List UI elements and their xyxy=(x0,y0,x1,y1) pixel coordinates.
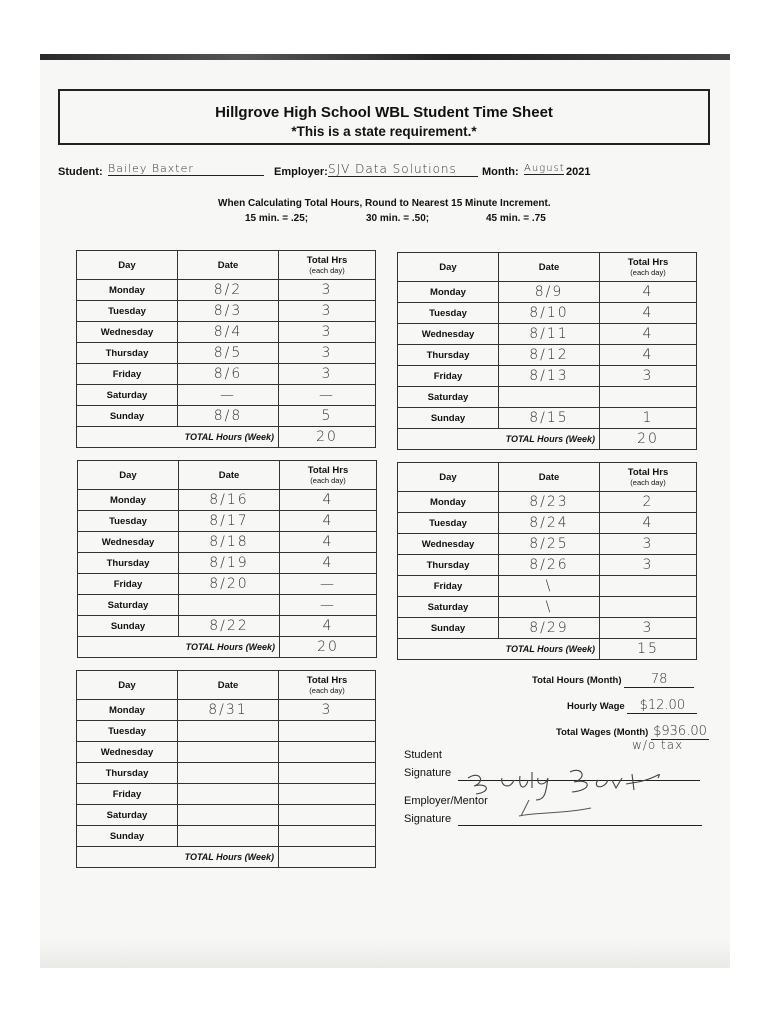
hourly-wage-value: $12.00 xyxy=(627,698,697,714)
timesheet-table xyxy=(76,250,376,448)
header-each-day-label: (each day) xyxy=(630,478,666,487)
week-total-row xyxy=(77,427,376,448)
employer-signature-scribble xyxy=(515,794,595,820)
day-cell: Saturday xyxy=(77,805,178,826)
date-cell xyxy=(178,301,279,322)
week-total-row xyxy=(77,847,376,868)
table-row xyxy=(78,616,377,637)
date-cell-value: \ xyxy=(545,599,553,615)
date-cell-value: 8/20 xyxy=(209,576,249,592)
total-wages-value: $936.00 xyxy=(651,724,709,740)
date-cell xyxy=(178,805,279,826)
hours-cell-value: 3 xyxy=(642,368,654,384)
date-cell xyxy=(178,721,279,742)
header-total-label: Total Hrs xyxy=(306,675,348,686)
instruction-half: 30 min. = .50; xyxy=(366,213,430,224)
table-row xyxy=(78,490,377,511)
date-cell xyxy=(499,597,600,618)
date-cell xyxy=(179,616,280,637)
hours-cell-value: 3 xyxy=(321,303,333,319)
date-cell-value: 8/12 xyxy=(529,347,569,363)
header-day: Day xyxy=(77,251,178,280)
hours-cell xyxy=(280,490,377,511)
timesheet-table xyxy=(76,670,376,868)
employer-name-field: SJV Data Solutions xyxy=(328,162,478,177)
day-cell: Tuesday xyxy=(77,301,178,322)
employer-signature-label-1: Employer/Mentor xyxy=(404,795,488,807)
week-table-4 xyxy=(397,462,697,660)
week-total-row xyxy=(398,429,697,450)
hours-cell-value: 3 xyxy=(321,366,333,382)
day-cell: Wednesday xyxy=(77,322,178,343)
hours-cell xyxy=(600,366,697,387)
wages-note: w/o tax xyxy=(632,738,684,752)
date-cell xyxy=(178,280,279,301)
week-total-cell xyxy=(279,847,376,868)
timesheet-table xyxy=(397,252,697,450)
hours-cell xyxy=(279,364,376,385)
table-header-row xyxy=(77,671,376,700)
hours-cell-value: 4 xyxy=(322,555,334,571)
date-cell xyxy=(499,555,600,576)
month-label: Month: xyxy=(482,166,519,178)
day-cell: Tuesday xyxy=(78,511,179,532)
day-cell: Sunday xyxy=(77,406,178,427)
table-row xyxy=(398,387,697,408)
day-cell: Monday xyxy=(77,280,178,301)
table-row xyxy=(398,492,697,513)
day-cell: Tuesday xyxy=(398,513,499,534)
header-total-label: Total Hrs xyxy=(627,467,669,478)
date-cell xyxy=(178,700,279,721)
date-cell-value: 8/3 xyxy=(213,303,243,319)
header-date: Date xyxy=(179,461,280,490)
hours-cell xyxy=(279,322,376,343)
hours-cell-value: 3 xyxy=(642,536,654,552)
table-row xyxy=(78,553,377,574)
day-cell: Sunday xyxy=(398,408,499,429)
date-cell xyxy=(178,343,279,364)
hours-cell xyxy=(279,784,376,805)
day-cell: Saturday xyxy=(77,385,178,406)
date-cell-value: 8/2 xyxy=(213,282,243,298)
timesheet-table xyxy=(77,460,377,658)
date-cell xyxy=(499,618,600,639)
hours-cell-value: 3 xyxy=(321,282,333,298)
header-total-hrs xyxy=(600,463,697,492)
week-total-row xyxy=(398,639,697,660)
hours-cell xyxy=(600,492,697,513)
student-signature-label-2: Signature xyxy=(404,767,452,779)
table-row xyxy=(77,784,376,805)
date-cell-value: 8/4 xyxy=(213,324,243,340)
day-cell: Friday xyxy=(77,364,178,385)
title-box xyxy=(58,89,710,145)
hours-cell xyxy=(280,532,377,553)
hours-cell xyxy=(279,721,376,742)
date-cell xyxy=(499,366,600,387)
table-row xyxy=(398,345,697,366)
header-total-label: Total Hrs xyxy=(627,257,669,268)
hours-cell xyxy=(279,385,376,406)
paper-shadow xyxy=(40,940,730,968)
hours-cell-value: 4 xyxy=(322,534,334,550)
table-row xyxy=(77,406,376,427)
table-row xyxy=(398,597,697,618)
year-value: 2021 xyxy=(566,166,591,178)
date-cell xyxy=(499,303,600,324)
header-day: Day xyxy=(77,671,178,700)
day-cell: Monday xyxy=(398,282,499,303)
day-cell: Saturday xyxy=(398,597,499,618)
total-hours-value: 78 xyxy=(624,672,694,688)
date-cell-value: — xyxy=(220,387,236,403)
hours-cell-value: 4 xyxy=(642,515,654,531)
date-cell xyxy=(178,322,279,343)
date-cell xyxy=(179,574,280,595)
week-table-1 xyxy=(76,250,376,448)
date-cell xyxy=(178,784,279,805)
table-row xyxy=(78,595,377,616)
week-total-cell xyxy=(600,429,697,450)
date-cell xyxy=(499,534,600,555)
date-cell-value: 8/17 xyxy=(209,513,249,529)
employer-signature-label-2: Signature xyxy=(404,813,452,825)
table-header-row xyxy=(78,461,377,490)
date-cell-value: 8/13 xyxy=(529,368,569,384)
hours-cell-value: 4 xyxy=(642,326,654,342)
date-cell-value: 8/29 xyxy=(529,620,569,636)
date-cell xyxy=(179,490,280,511)
hours-cell xyxy=(600,555,697,576)
header-total-hrs xyxy=(280,461,377,490)
table-row xyxy=(398,303,697,324)
hours-cell-value: 4 xyxy=(642,305,654,321)
header-each-day-label: (each day) xyxy=(309,266,345,275)
day-cell: Thursday xyxy=(77,343,178,364)
date-cell xyxy=(499,576,600,597)
week-total-row xyxy=(78,637,377,658)
table-row xyxy=(77,322,376,343)
hours-cell-value: 4 xyxy=(642,347,654,363)
hours-cell-value: 3 xyxy=(642,557,654,573)
hours-cell xyxy=(600,576,697,597)
date-cell xyxy=(178,763,279,784)
hours-cell xyxy=(600,408,697,429)
week-total-label: TOTAL Hours (Week) xyxy=(398,639,600,660)
day-cell: Friday xyxy=(398,366,499,387)
table-row xyxy=(77,826,376,847)
hours-cell-value: 4 xyxy=(642,284,654,300)
hours-cell xyxy=(600,597,697,618)
header-day: Day xyxy=(78,461,179,490)
hours-cell-value: 5 xyxy=(321,408,333,424)
hours-cell xyxy=(600,303,697,324)
table-row xyxy=(398,408,697,429)
hours-cell-value: — xyxy=(320,597,336,613)
date-cell-value: 8/5 xyxy=(213,345,243,361)
total-wages-label: Total Wages (Month) xyxy=(556,727,649,738)
table-row xyxy=(398,534,697,555)
week-table-3 xyxy=(77,460,377,658)
hours-cell-value: 3 xyxy=(321,324,333,340)
header-date: Date xyxy=(178,671,279,700)
hours-cell-value: 3 xyxy=(321,345,333,361)
date-cell-value: 8/22 xyxy=(209,618,249,634)
day-cell: Wednesday xyxy=(398,534,499,555)
header-each-day-label: (each day) xyxy=(310,476,346,485)
day-cell: Saturday xyxy=(398,387,499,408)
total-hours-label: Total Hours (Month) xyxy=(532,675,622,686)
hours-cell xyxy=(600,513,697,534)
hours-cell xyxy=(600,282,697,303)
day-cell: Monday xyxy=(398,492,499,513)
week-table-5 xyxy=(76,670,376,868)
day-cell: Friday xyxy=(78,574,179,595)
date-cell-value: 8/8 xyxy=(213,408,243,424)
table-row xyxy=(398,324,697,345)
hours-cell xyxy=(279,301,376,322)
date-cell-value: 8/19 xyxy=(209,555,249,571)
hours-cell xyxy=(279,805,376,826)
date-cell-value: 8/11 xyxy=(529,326,569,342)
table-row xyxy=(398,282,697,303)
table-row xyxy=(77,301,376,322)
day-cell: Tuesday xyxy=(398,303,499,324)
table-row xyxy=(78,574,377,595)
week-total-cell xyxy=(279,427,376,448)
student-name-field: Bailey Baxter xyxy=(108,162,264,176)
table-row xyxy=(77,742,376,763)
total-hours-month xyxy=(532,672,694,688)
day-cell: Sunday xyxy=(398,618,499,639)
hours-cell xyxy=(280,511,377,532)
hours-cell-value: 2 xyxy=(642,494,654,510)
week-total-label: TOTAL Hours (Week) xyxy=(77,427,279,448)
table-row xyxy=(398,576,697,597)
hours-cell xyxy=(280,574,377,595)
date-cell-value: 8/9 xyxy=(534,284,564,300)
header-total-hrs xyxy=(600,253,697,282)
header-total-label: Total Hrs xyxy=(306,255,348,266)
day-cell: Friday xyxy=(398,576,499,597)
hours-cell xyxy=(279,826,376,847)
date-cell xyxy=(499,345,600,366)
day-cell: Thursday xyxy=(78,553,179,574)
table-row xyxy=(77,280,376,301)
header-each-day-label: (each day) xyxy=(630,268,666,277)
hours-cell-value: 4 xyxy=(322,618,334,634)
week-total-value: 15 xyxy=(637,641,659,657)
hours-cell-value: 3 xyxy=(321,702,333,718)
date-cell-value: 8/24 xyxy=(529,515,569,531)
date-cell-value: 8/31 xyxy=(208,702,248,718)
day-cell: Saturday xyxy=(78,595,179,616)
day-cell: Sunday xyxy=(77,826,178,847)
date-cell xyxy=(178,826,279,847)
day-cell: Friday xyxy=(77,784,178,805)
hours-cell-value: 3 xyxy=(642,620,654,636)
day-cell: Wednesday xyxy=(398,324,499,345)
date-cell xyxy=(499,513,600,534)
header-date: Date xyxy=(499,253,600,282)
table-row xyxy=(398,366,697,387)
hours-cell xyxy=(279,406,376,427)
date-cell-value: 8/26 xyxy=(529,557,569,573)
date-cell-value: 8/25 xyxy=(529,536,569,552)
hours-cell-value: 4 xyxy=(322,513,334,529)
hours-cell xyxy=(280,616,377,637)
hours-cell xyxy=(279,763,376,784)
day-cell: Thursday xyxy=(77,763,178,784)
hours-cell xyxy=(600,618,697,639)
table-row xyxy=(77,763,376,784)
week-total-value: 20 xyxy=(316,429,338,445)
header-date: Date xyxy=(499,463,600,492)
day-cell: Wednesday xyxy=(78,532,179,553)
day-cell: Monday xyxy=(78,490,179,511)
header-day: Day xyxy=(398,463,499,492)
week-table-2 xyxy=(397,252,697,450)
date-cell-value: 8/6 xyxy=(213,366,243,382)
hours-cell-value: — xyxy=(319,387,335,403)
table-header-row xyxy=(398,253,697,282)
date-cell xyxy=(179,595,280,616)
date-cell xyxy=(499,408,600,429)
table-row xyxy=(77,721,376,742)
table-row xyxy=(78,511,377,532)
date-cell-value: 8/16 xyxy=(209,492,249,508)
hours-cell xyxy=(600,387,697,408)
date-cell-value: 8/18 xyxy=(209,534,249,550)
hours-cell xyxy=(600,345,697,366)
week-total-value: 20 xyxy=(317,639,339,655)
table-row xyxy=(77,385,376,406)
date-cell xyxy=(179,553,280,574)
week-total-label: TOTAL Hours (Week) xyxy=(78,637,280,658)
date-cell-value: 8/23 xyxy=(529,494,569,510)
day-cell: Thursday xyxy=(398,345,499,366)
header-each-day-label: (each day) xyxy=(309,686,345,695)
page-title: Hillgrove High School WBL Student Time Sheet xyxy=(215,104,553,121)
header-day: Day xyxy=(398,253,499,282)
day-cell: Wednesday xyxy=(77,742,178,763)
hours-cell xyxy=(280,553,377,574)
date-cell xyxy=(178,406,279,427)
hourly-wage xyxy=(567,698,697,714)
hours-cell xyxy=(279,343,376,364)
week-total-label: TOTAL Hours (Week) xyxy=(398,429,600,450)
student-signature-label-1: Student xyxy=(404,749,442,761)
employer-label: Employer: xyxy=(274,166,328,178)
date-cell xyxy=(499,492,600,513)
hours-cell-value: 4 xyxy=(322,492,334,508)
hours-cell xyxy=(600,324,697,345)
employer-signature-line xyxy=(458,825,702,826)
hours-cell xyxy=(279,742,376,763)
day-cell: Thursday xyxy=(398,555,499,576)
instruction-three-quarter: 45 min. = .75 xyxy=(486,213,546,224)
table-row xyxy=(398,618,697,639)
header-date: Date xyxy=(178,251,279,280)
header-total-label: Total Hrs xyxy=(307,465,349,476)
date-cell xyxy=(178,364,279,385)
date-cell-value: 8/10 xyxy=(529,305,569,321)
table-row xyxy=(77,364,376,385)
student-label: Student: xyxy=(58,166,103,178)
week-total-label: TOTAL Hours (Week) xyxy=(77,847,279,868)
page-subtitle: *This is a state requirement.* xyxy=(291,124,477,139)
instruction-quarter: 15 min. = .25; xyxy=(245,213,309,224)
date-cell-value: \ xyxy=(545,578,553,594)
hours-cell-value: — xyxy=(320,576,336,592)
timesheet-table xyxy=(397,462,697,660)
week-total-value: 20 xyxy=(637,431,659,447)
date-cell xyxy=(499,282,600,303)
header-total-hrs xyxy=(279,671,376,700)
day-cell: Tuesday xyxy=(77,721,178,742)
week-total-cell xyxy=(600,639,697,660)
week-total-cell xyxy=(280,637,377,658)
table-row xyxy=(78,532,377,553)
table-header-row xyxy=(77,251,376,280)
header-total-hrs xyxy=(279,251,376,280)
hours-cell xyxy=(279,700,376,721)
table-header-row xyxy=(398,463,697,492)
hourly-wage-label: Hourly Wage xyxy=(567,701,625,712)
date-cell xyxy=(179,511,280,532)
hours-cell-value: 1 xyxy=(642,410,654,426)
table-row xyxy=(77,805,376,826)
date-cell xyxy=(178,385,279,406)
month-value-field: August xyxy=(524,163,565,174)
date-cell xyxy=(499,387,600,408)
hours-cell xyxy=(279,280,376,301)
instruction-line: When Calculating Total Hours, Round to Nearest 15 Minute Increment. xyxy=(218,198,551,209)
date-cell xyxy=(499,324,600,345)
table-row xyxy=(77,700,376,721)
hours-cell xyxy=(280,595,377,616)
date-cell-value: 8/15 xyxy=(529,410,569,426)
day-cell: Sunday xyxy=(78,616,179,637)
date-cell xyxy=(178,742,279,763)
table-row xyxy=(77,343,376,364)
day-cell: Monday xyxy=(77,700,178,721)
table-row xyxy=(398,555,697,576)
date-cell xyxy=(179,532,280,553)
table-row xyxy=(398,513,697,534)
hours-cell xyxy=(600,534,697,555)
